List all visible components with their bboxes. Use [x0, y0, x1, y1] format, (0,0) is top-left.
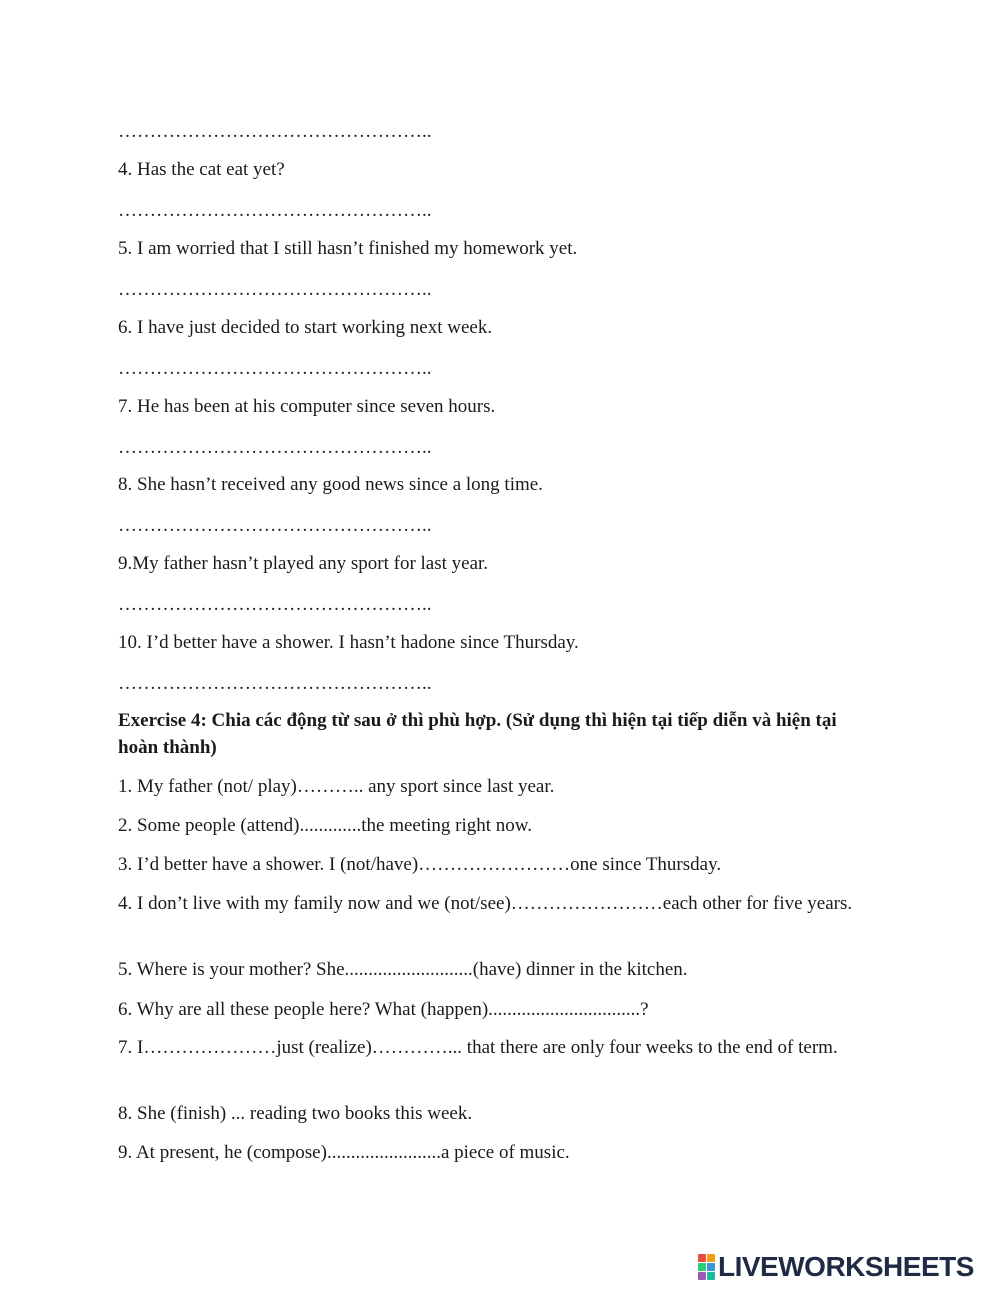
question-8: 8. She hasn’t received any good news since a long time.	[118, 474, 543, 495]
exercise-4-item-1: 1. My father (not/ play)……….. any sport since last year.	[118, 776, 555, 797]
logo-text: LIVEWORKSHEETS	[718, 1251, 974, 1282]
exercise-4-item-6: 6. Why are all these people here? What (happen)................................?	[118, 999, 649, 1020]
logo-block-1	[698, 1254, 706, 1262]
exercise-4-item-8: 8. She (finish) ... reading two books this week.	[118, 1103, 473, 1124]
answer-line: …………………………………………..	[118, 358, 432, 379]
logo-block-5	[698, 1272, 706, 1280]
logo-block-4	[707, 1263, 715, 1271]
exercise-4-item-9: 9. At present, he (compose)........................a piece of music.	[118, 1142, 570, 1163]
exercise-4-item-2: 2. Some people (attend).............the meeting right now.	[118, 815, 533, 836]
logo-block-3	[698, 1263, 706, 1271]
answer-line: …………………………………………..	[118, 594, 432, 615]
exercise-4-item-3: 3. I’d better have a shower. I (not/have)……………………one since Thursday.	[118, 854, 722, 875]
question-6: 6. I have just decided to start working next week.	[118, 317, 493, 338]
answer-line: …………………………………………..	[118, 515, 432, 536]
liveworksheets-logo[interactable]	[698, 1252, 974, 1282]
question-4: 4. Has the cat eat yet?	[118, 159, 285, 180]
logo-block-6	[707, 1272, 715, 1280]
logo-block-2	[707, 1254, 715, 1262]
question-10: 10. I’d better have a shower. I hasn’t hadone since Thursday.	[118, 632, 579, 653]
exercise-4-item-7: 7. I…………………just (realize)…………... that there are only four weeks to the end of term.	[118, 1037, 838, 1058]
exercise-4-item-5: 5. Where is your mother? She...........................(have) dinner in the kitchen.	[118, 959, 688, 980]
question-7: 7. He has been at his computer since seven hours.	[118, 396, 496, 417]
question-5: 5. I am worried that I still hasn’t finished my homework yet.	[118, 238, 578, 259]
answer-line: …………………………………………..	[118, 279, 432, 300]
answer-line: …………………………………………..	[118, 673, 432, 694]
logo-blocks-icon	[698, 1254, 715, 1280]
answer-line: …………………………………………..	[118, 121, 432, 142]
question-9: 9.My father hasn’t played any sport for last year.	[118, 553, 489, 574]
answer-line: …………………………………………..	[118, 200, 432, 221]
exercise-4-item-4: 4. I don’t live with my family now and we (not/see)……………………each other for five years.	[118, 893, 853, 914]
answer-line: …………………………………………..	[118, 437, 432, 458]
exercise-4-heading: Exercise 4: Chia các động từ sau ở thì phù hợp. (Sử dụng thì hiện tại tiếp diễn và hiện tại hoàn thành)	[118, 710, 837, 758]
